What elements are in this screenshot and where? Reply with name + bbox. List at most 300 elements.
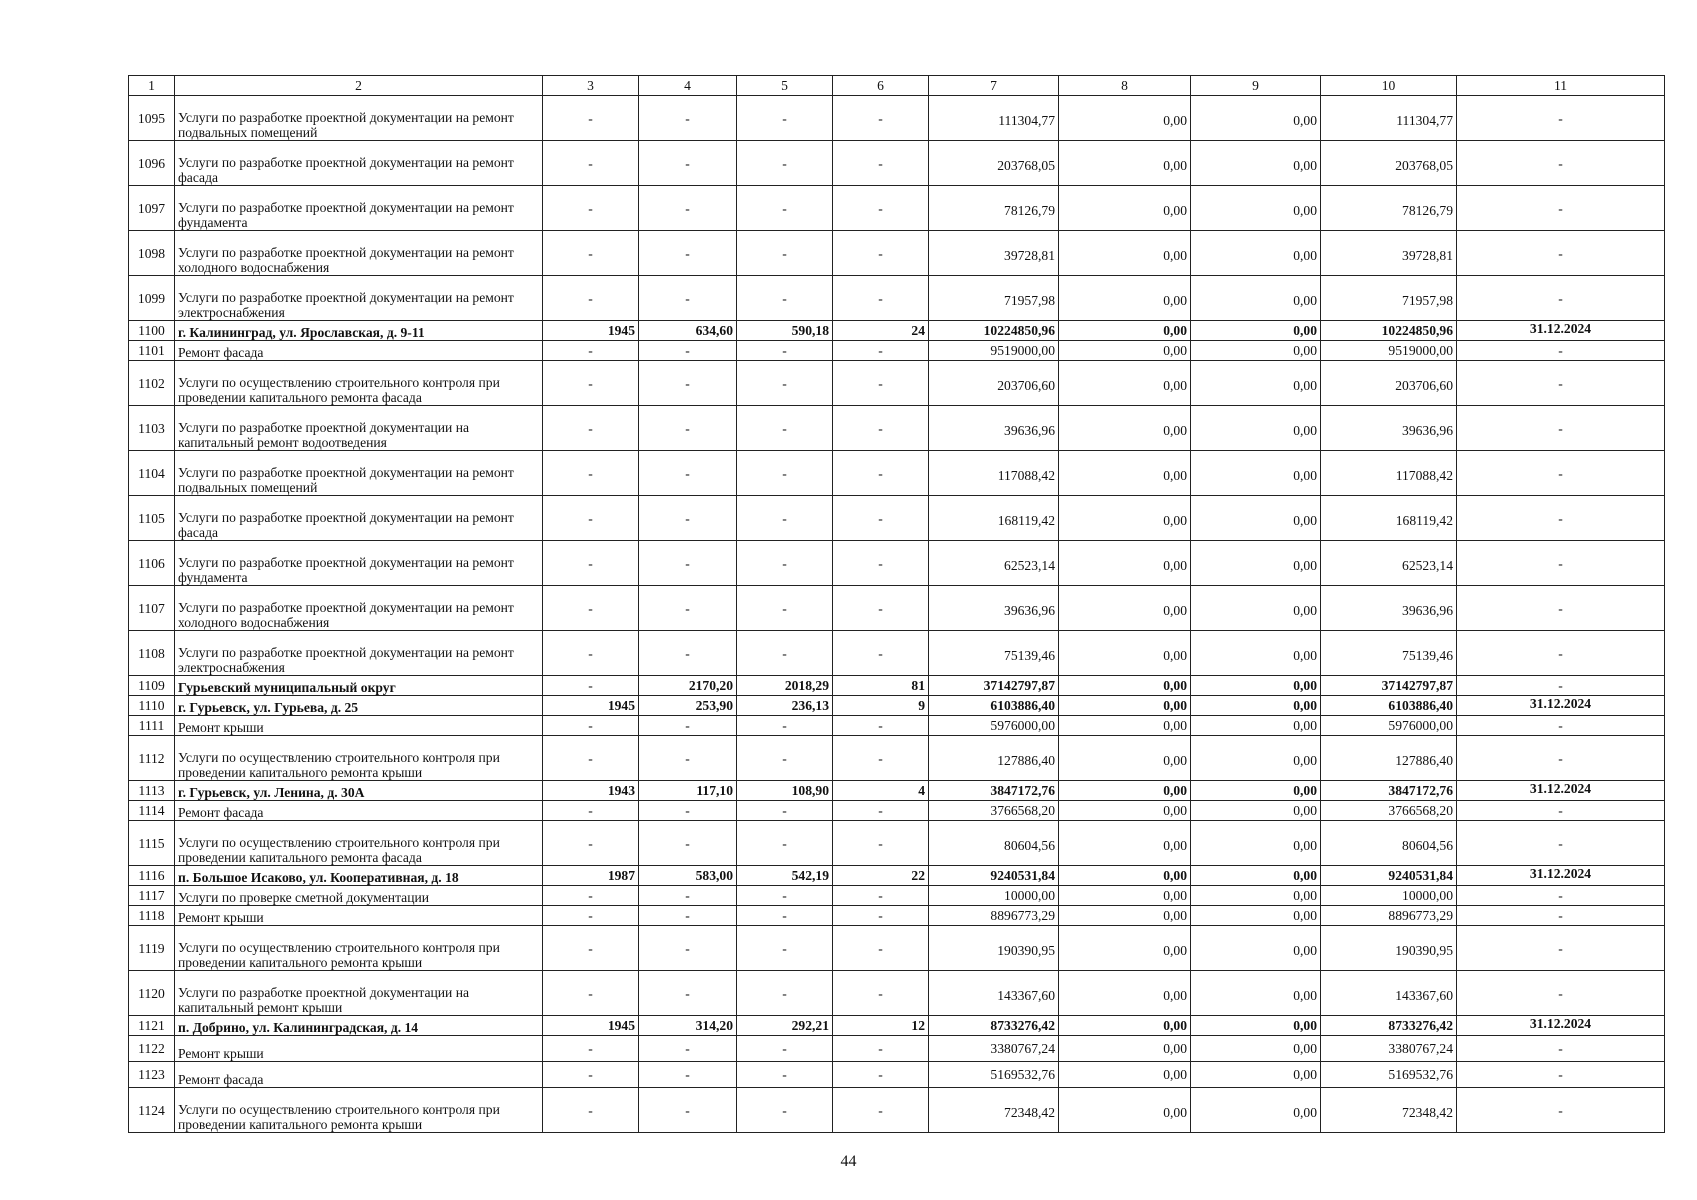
- cell-fund-owners: 9240531,84: [1321, 866, 1457, 886]
- cell-fund-federal: 0,00: [1059, 886, 1191, 906]
- cell-total-cost: 39636,96: [929, 586, 1059, 631]
- cell-row-id: 1122: [129, 1036, 175, 1062]
- table-row: [129, 1036, 1665, 1062]
- cell-completion-date: -: [1457, 96, 1665, 141]
- cell-total-cost: 117088,42: [929, 451, 1059, 496]
- cell-fund-federal: 0,00: [1059, 361, 1191, 406]
- cell-fund-owners: 168119,42: [1321, 496, 1457, 541]
- cell-completion-date: -: [1457, 541, 1665, 586]
- cell-total-cost: 127886,40: [929, 736, 1059, 781]
- col-header: 5: [737, 76, 833, 96]
- cell-fund-regional: 0,00: [1191, 141, 1321, 186]
- col-header: 10: [1321, 76, 1457, 96]
- cell-row-id: 1119: [129, 926, 175, 971]
- table-row: [129, 451, 1665, 496]
- cell-living-area: -: [737, 631, 833, 676]
- cell-year-built: -: [543, 1062, 639, 1088]
- table-row: [129, 141, 1665, 186]
- cell-total-cost: 111304,77: [929, 96, 1059, 141]
- cell-living-area: -: [737, 736, 833, 781]
- cell-year-built: -: [543, 406, 639, 451]
- cell-total-area: -: [639, 451, 737, 496]
- cell-fund-federal: 0,00: [1059, 696, 1191, 716]
- cell-total-area: 253,90: [639, 696, 737, 716]
- cell-row-id: 1106: [129, 541, 175, 586]
- cell-fund-regional: 0,00: [1191, 886, 1321, 906]
- cell-year-built: 1945: [543, 1016, 639, 1036]
- cell-row-id: 1120: [129, 971, 175, 1016]
- cell-fund-federal: 0,00: [1059, 586, 1191, 631]
- cell-year-built: -: [543, 926, 639, 971]
- cell-fund-owners: 62523,14: [1321, 541, 1457, 586]
- cell-living-area: -: [737, 141, 833, 186]
- table-row: [129, 586, 1665, 631]
- cell-residents: -: [833, 886, 929, 906]
- cell-completion-date: 31.12.2024: [1457, 696, 1665, 716]
- cell-residents: -: [833, 276, 929, 321]
- cell-total-cost: 6103886,40: [929, 696, 1059, 716]
- table-row: [129, 1016, 1665, 1036]
- cell-total-area: -: [639, 821, 737, 866]
- cell-total-cost: 203706,60: [929, 361, 1059, 406]
- cell-total-cost: 71957,98: [929, 276, 1059, 321]
- cell-living-area: 292,21: [737, 1016, 833, 1036]
- cell-completion-date: -: [1457, 451, 1665, 496]
- cell-residents: -: [833, 906, 929, 926]
- table-row: [129, 631, 1665, 676]
- cell-year-built: -: [543, 96, 639, 141]
- cell-residents: -: [833, 496, 929, 541]
- cell-year-built: -: [543, 631, 639, 676]
- cell-living-area: -: [737, 586, 833, 631]
- cell-completion-date: -: [1457, 406, 1665, 451]
- cell-total-area: -: [639, 96, 737, 141]
- cell-fund-regional: 0,00: [1191, 716, 1321, 736]
- cell-fund-regional: 0,00: [1191, 1088, 1321, 1133]
- cell-completion-date: 31.12.2024: [1457, 321, 1665, 341]
- cell-fund-owners: 78126,79: [1321, 186, 1457, 231]
- cell-living-area: 108,90: [737, 781, 833, 801]
- budget-table: [128, 75, 1665, 1133]
- cell-completion-date: 31.12.2024: [1457, 781, 1665, 801]
- cell-item-name: Услуги по разработке проектной документации на ремонт электроснабжения: [175, 276, 543, 321]
- cell-total-area: -: [639, 906, 737, 926]
- cell-residents: -: [833, 736, 929, 781]
- cell-living-area: -: [737, 406, 833, 451]
- cell-living-area: -: [737, 451, 833, 496]
- cell-living-area: -: [737, 926, 833, 971]
- cell-completion-date: -: [1457, 926, 1665, 971]
- cell-item-name: Услуги по осуществлению строительного контроля при проведении капитального ремонта фасада: [175, 361, 543, 406]
- cell-item-name: Услуги по осуществлению строительного контроля при проведении капитального ремонта крыши: [175, 926, 543, 971]
- col-header: 8: [1059, 76, 1191, 96]
- col-header: 4: [639, 76, 737, 96]
- cell-row-id: 1098: [129, 231, 175, 276]
- cell-total-area: -: [639, 801, 737, 821]
- cell-completion-date: -: [1457, 736, 1665, 781]
- table-row: [129, 341, 1665, 361]
- cell-row-id: 1102: [129, 361, 175, 406]
- cell-fund-owners: 39636,96: [1321, 406, 1457, 451]
- cell-total-cost: 37142797,87: [929, 676, 1059, 696]
- cell-fund-regional: 0,00: [1191, 321, 1321, 341]
- cell-living-area: 542,19: [737, 866, 833, 886]
- cell-fund-regional: 0,00: [1191, 451, 1321, 496]
- cell-row-id: 1112: [129, 736, 175, 781]
- cell-fund-regional: 0,00: [1191, 781, 1321, 801]
- cell-row-id: 1118: [129, 906, 175, 926]
- cell-fund-regional: 0,00: [1191, 1036, 1321, 1062]
- cell-fund-owners: 39728,81: [1321, 231, 1457, 276]
- cell-total-cost: 3380767,24: [929, 1036, 1059, 1062]
- cell-fund-regional: 0,00: [1191, 821, 1321, 866]
- cell-fund-regional: 0,00: [1191, 586, 1321, 631]
- cell-completion-date: -: [1457, 1036, 1665, 1062]
- cell-year-built: -: [543, 886, 639, 906]
- cell-fund-federal: 0,00: [1059, 341, 1191, 361]
- cell-total-area: -: [639, 186, 737, 231]
- table-row: [129, 696, 1665, 716]
- cell-fund-regional: 0,00: [1191, 96, 1321, 141]
- cell-fund-owners: 111304,77: [1321, 96, 1457, 141]
- cell-year-built: -: [543, 496, 639, 541]
- cell-residents: 4: [833, 781, 929, 801]
- cell-year-built: -: [543, 821, 639, 866]
- cell-year-built: -: [543, 186, 639, 231]
- cell-residents: -: [833, 141, 929, 186]
- table-row: [129, 676, 1665, 696]
- cell-fund-regional: 0,00: [1191, 906, 1321, 926]
- cell-completion-date: -: [1457, 341, 1665, 361]
- cell-year-built: 1943: [543, 781, 639, 801]
- cell-fund-owners: 127886,40: [1321, 736, 1457, 781]
- cell-completion-date: -: [1457, 801, 1665, 821]
- cell-fund-federal: 0,00: [1059, 716, 1191, 736]
- cell-living-area: -: [737, 716, 833, 736]
- table-row: [129, 406, 1665, 451]
- cell-fund-federal: 0,00: [1059, 821, 1191, 866]
- cell-fund-regional: 0,00: [1191, 696, 1321, 716]
- cell-year-built: -: [543, 141, 639, 186]
- cell-living-area: -: [737, 971, 833, 1016]
- cell-completion-date: -: [1457, 821, 1665, 866]
- cell-completion-date: -: [1457, 186, 1665, 231]
- cell-fund-owners: 203706,60: [1321, 361, 1457, 406]
- cell-total-cost: 75139,46: [929, 631, 1059, 676]
- cell-total-cost: 190390,95: [929, 926, 1059, 971]
- cell-residents: -: [833, 1088, 929, 1133]
- cell-total-area: -: [639, 231, 737, 276]
- cell-residents: -: [833, 586, 929, 631]
- cell-fund-regional: 0,00: [1191, 276, 1321, 321]
- cell-living-area: -: [737, 886, 833, 906]
- cell-total-area: -: [639, 541, 737, 586]
- cell-row-id: 1121: [129, 1016, 175, 1036]
- cell-row-id: 1117: [129, 886, 175, 906]
- cell-fund-owners: 6103886,40: [1321, 696, 1457, 716]
- cell-fund-owners: 8896773,29: [1321, 906, 1457, 926]
- cell-residents: -: [833, 971, 929, 1016]
- cell-completion-date: -: [1457, 716, 1665, 736]
- cell-year-built: 1945: [543, 696, 639, 716]
- table-row: [129, 231, 1665, 276]
- cell-fund-owners: 203768,05: [1321, 141, 1457, 186]
- cell-living-area: -: [737, 231, 833, 276]
- cell-fund-federal: 0,00: [1059, 781, 1191, 801]
- cell-completion-date: -: [1457, 361, 1665, 406]
- cell-fund-federal: 0,00: [1059, 231, 1191, 276]
- cell-row-id: 1124: [129, 1088, 175, 1133]
- cell-completion-date: -: [1457, 1062, 1665, 1088]
- cell-fund-federal: 0,00: [1059, 1062, 1191, 1088]
- col-header: 9: [1191, 76, 1321, 96]
- cell-fund-owners: 80604,56: [1321, 821, 1457, 866]
- cell-fund-regional: 0,00: [1191, 186, 1321, 231]
- table-row: [129, 801, 1665, 821]
- cell-row-id: 1101: [129, 341, 175, 361]
- cell-total-area: -: [639, 1036, 737, 1062]
- cell-fund-federal: 0,00: [1059, 926, 1191, 971]
- cell-residents: 12: [833, 1016, 929, 1036]
- cell-fund-owners: 3847172,76: [1321, 781, 1457, 801]
- cell-total-cost: 78126,79: [929, 186, 1059, 231]
- cell-fund-owners: 75139,46: [1321, 631, 1457, 676]
- cell-residents: -: [833, 1062, 929, 1088]
- cell-living-area: -: [737, 186, 833, 231]
- cell-total-cost: 9240531,84: [929, 866, 1059, 886]
- cell-row-id: 1114: [129, 801, 175, 821]
- cell-year-built: -: [543, 541, 639, 586]
- cell-row-id: 1105: [129, 496, 175, 541]
- cell-residents: -: [833, 406, 929, 451]
- cell-item-name: Услуги по разработке проектной документации на ремонт электроснабжения: [175, 631, 543, 676]
- table-row: [129, 926, 1665, 971]
- cell-total-area: -: [639, 631, 737, 676]
- cell-fund-regional: 0,00: [1191, 801, 1321, 821]
- cell-fund-regional: 0,00: [1191, 231, 1321, 276]
- cell-fund-regional: 0,00: [1191, 341, 1321, 361]
- cell-year-built: 1987: [543, 866, 639, 886]
- cell-fund-regional: 0,00: [1191, 866, 1321, 886]
- cell-residents: 22: [833, 866, 929, 886]
- cell-fund-federal: 0,00: [1059, 1036, 1191, 1062]
- cell-year-built: -: [543, 586, 639, 631]
- cell-total-cost: 72348,42: [929, 1088, 1059, 1133]
- table-row: [129, 716, 1665, 736]
- cell-item-name: Ремонт фасада: [175, 1062, 543, 1088]
- cell-item-name: г. Гурьевск, ул. Ленина, д. 30А: [175, 781, 543, 801]
- budget-table-container: [128, 75, 1664, 1133]
- cell-total-area: 634,60: [639, 321, 737, 341]
- cell-item-name: г. Гурьевск, ул. Гурьева, д. 25: [175, 696, 543, 716]
- table-row: [129, 906, 1665, 926]
- cell-fund-federal: 0,00: [1059, 276, 1191, 321]
- cell-fund-federal: 0,00: [1059, 906, 1191, 926]
- cell-item-name: г. Калининград, ул. Ярославская, д. 9-11: [175, 321, 543, 341]
- table-row: [129, 821, 1665, 866]
- cell-total-cost: 10000,00: [929, 886, 1059, 906]
- cell-fund-owners: 3766568,20: [1321, 801, 1457, 821]
- table-row: [129, 1088, 1665, 1133]
- table-row: [129, 541, 1665, 586]
- table-row: [129, 496, 1665, 541]
- cell-living-area: 590,18: [737, 321, 833, 341]
- cell-completion-date: 31.12.2024: [1457, 866, 1665, 886]
- cell-fund-federal: 0,00: [1059, 141, 1191, 186]
- table-row: [129, 866, 1665, 886]
- cell-item-name: Услуги по разработке проектной документации на капитальный ремонт крыши: [175, 971, 543, 1016]
- cell-item-name: Услуги по разработке проектной документации на капитальный ремонт водоотведения: [175, 406, 543, 451]
- cell-year-built: -: [543, 971, 639, 1016]
- cell-total-area: -: [639, 276, 737, 321]
- cell-total-cost: 39728,81: [929, 231, 1059, 276]
- cell-residents: -: [833, 451, 929, 496]
- cell-item-name: Ремонт крыши: [175, 716, 543, 736]
- cell-item-name: п. Добрино, ул. Калининградская, д. 14: [175, 1016, 543, 1036]
- cell-total-area: 117,10: [639, 781, 737, 801]
- column-number-row: [129, 76, 1665, 96]
- cell-fund-owners: 39636,96: [1321, 586, 1457, 631]
- cell-total-area: -: [639, 716, 737, 736]
- cell-year-built: -: [543, 736, 639, 781]
- cell-fund-federal: 0,00: [1059, 96, 1191, 141]
- cell-row-id: 1104: [129, 451, 175, 496]
- cell-completion-date: -: [1457, 971, 1665, 1016]
- cell-residents: -: [833, 716, 929, 736]
- cell-item-name: Услуги по разработке проектной документации на ремонт фундамента: [175, 186, 543, 231]
- cell-fund-owners: 5976000,00: [1321, 716, 1457, 736]
- cell-living-area: -: [737, 276, 833, 321]
- table-row: [129, 736, 1665, 781]
- cell-row-id: 1116: [129, 866, 175, 886]
- cell-residents: 9: [833, 696, 929, 716]
- cell-row-id: 1115: [129, 821, 175, 866]
- table-row: [129, 971, 1665, 1016]
- cell-total-cost: 143367,60: [929, 971, 1059, 1016]
- cell-fund-owners: 5169532,76: [1321, 1062, 1457, 1088]
- cell-fund-federal: 0,00: [1059, 1088, 1191, 1133]
- cell-total-cost: 5976000,00: [929, 716, 1059, 736]
- cell-residents: -: [833, 1036, 929, 1062]
- cell-residents: -: [833, 821, 929, 866]
- cell-total-area: -: [639, 971, 737, 1016]
- cell-total-area: -: [639, 886, 737, 906]
- cell-completion-date: -: [1457, 886, 1665, 906]
- cell-item-name: Услуги по разработке проектной документации на ремонт подвальных помещений: [175, 96, 543, 141]
- cell-completion-date: -: [1457, 586, 1665, 631]
- cell-residents: -: [833, 96, 929, 141]
- cell-item-name: Услуги по осуществлению строительного контроля при проведении капитального ремонта крыши: [175, 736, 543, 781]
- cell-residents: 81: [833, 676, 929, 696]
- cell-row-id: 1103: [129, 406, 175, 451]
- table-row: [129, 886, 1665, 906]
- cell-year-built: -: [543, 801, 639, 821]
- cell-total-area: -: [639, 736, 737, 781]
- cell-total-cost: 8896773,29: [929, 906, 1059, 926]
- cell-completion-date: -: [1457, 1088, 1665, 1133]
- cell-total-area: -: [639, 341, 737, 361]
- table-row: [129, 321, 1665, 341]
- cell-living-area: -: [737, 341, 833, 361]
- cell-row-id: 1110: [129, 696, 175, 716]
- cell-fund-owners: 37142797,87: [1321, 676, 1457, 696]
- col-header: 1: [129, 76, 175, 96]
- cell-row-id: 1107: [129, 586, 175, 631]
- cell-row-id: 1113: [129, 781, 175, 801]
- cell-residents: -: [833, 801, 929, 821]
- cell-living-area: -: [737, 496, 833, 541]
- cell-residents: -: [833, 926, 929, 971]
- cell-total-cost: 3847172,76: [929, 781, 1059, 801]
- cell-residents: -: [833, 361, 929, 406]
- cell-year-built: -: [543, 1088, 639, 1133]
- cell-fund-regional: 0,00: [1191, 631, 1321, 676]
- cell-item-name: Услуги по проверке сметной документации: [175, 886, 543, 906]
- col-header: 7: [929, 76, 1059, 96]
- cell-living-area: 2018,29: [737, 676, 833, 696]
- cell-living-area: -: [737, 821, 833, 866]
- table-row: [129, 96, 1665, 141]
- cell-row-id: 1123: [129, 1062, 175, 1088]
- cell-item-name: Услуги по осуществлению строительного контроля при проведении капитального ремонта крыши: [175, 1088, 543, 1133]
- cell-fund-owners: 10000,00: [1321, 886, 1457, 906]
- cell-fund-federal: 0,00: [1059, 866, 1191, 886]
- cell-fund-owners: 117088,42: [1321, 451, 1457, 496]
- cell-item-name: Услуги по разработке проектной документации на ремонт подвальных помещений: [175, 451, 543, 496]
- cell-residents: -: [833, 186, 929, 231]
- cell-living-area: -: [737, 96, 833, 141]
- cell-fund-owners: 143367,60: [1321, 971, 1457, 1016]
- cell-item-name: Ремонт крыши: [175, 906, 543, 926]
- table-row: [129, 276, 1665, 321]
- cell-year-built: -: [543, 906, 639, 926]
- col-header: 6: [833, 76, 929, 96]
- cell-fund-owners: 72348,42: [1321, 1088, 1457, 1133]
- cell-year-built: -: [543, 361, 639, 406]
- cell-total-cost: 168119,42: [929, 496, 1059, 541]
- cell-residents: -: [833, 231, 929, 276]
- cell-total-area: -: [639, 141, 737, 186]
- cell-item-name: Услуги по осуществлению строительного контроля при проведении капитального ремонта фасада: [175, 821, 543, 866]
- cell-item-name: п. Большое Исаково, ул. Кооперативная, д. 18: [175, 866, 543, 886]
- table-body: [129, 96, 1665, 1133]
- cell-total-cost: 3766568,20: [929, 801, 1059, 821]
- col-header: 11: [1457, 76, 1665, 96]
- cell-item-name: Гурьевский муниципальный округ: [175, 676, 543, 696]
- cell-item-name: Ремонт фасада: [175, 801, 543, 821]
- cell-fund-owners: 3380767,24: [1321, 1036, 1457, 1062]
- cell-fund-owners: 190390,95: [1321, 926, 1457, 971]
- cell-fund-federal: 0,00: [1059, 1016, 1191, 1036]
- cell-total-cost: 5169532,76: [929, 1062, 1059, 1088]
- cell-year-built: -: [543, 676, 639, 696]
- cell-residents: -: [833, 541, 929, 586]
- cell-row-id: 1111: [129, 716, 175, 736]
- cell-fund-owners: 10224850,96: [1321, 321, 1457, 341]
- cell-fund-federal: 0,00: [1059, 451, 1191, 496]
- cell-fund-regional: 0,00: [1191, 541, 1321, 586]
- cell-item-name: Услуги по разработке проектной документации на ремонт холодного водоснабжения: [175, 231, 543, 276]
- cell-total-area: -: [639, 586, 737, 631]
- cell-completion-date: 31.12.2024: [1457, 1016, 1665, 1036]
- cell-total-cost: 62523,14: [929, 541, 1059, 586]
- table-row: [129, 186, 1665, 231]
- cell-fund-federal: 0,00: [1059, 736, 1191, 781]
- cell-fund-federal: 0,00: [1059, 406, 1191, 451]
- cell-fund-federal: 0,00: [1059, 971, 1191, 1016]
- cell-completion-date: -: [1457, 906, 1665, 926]
- table-row: [129, 361, 1665, 406]
